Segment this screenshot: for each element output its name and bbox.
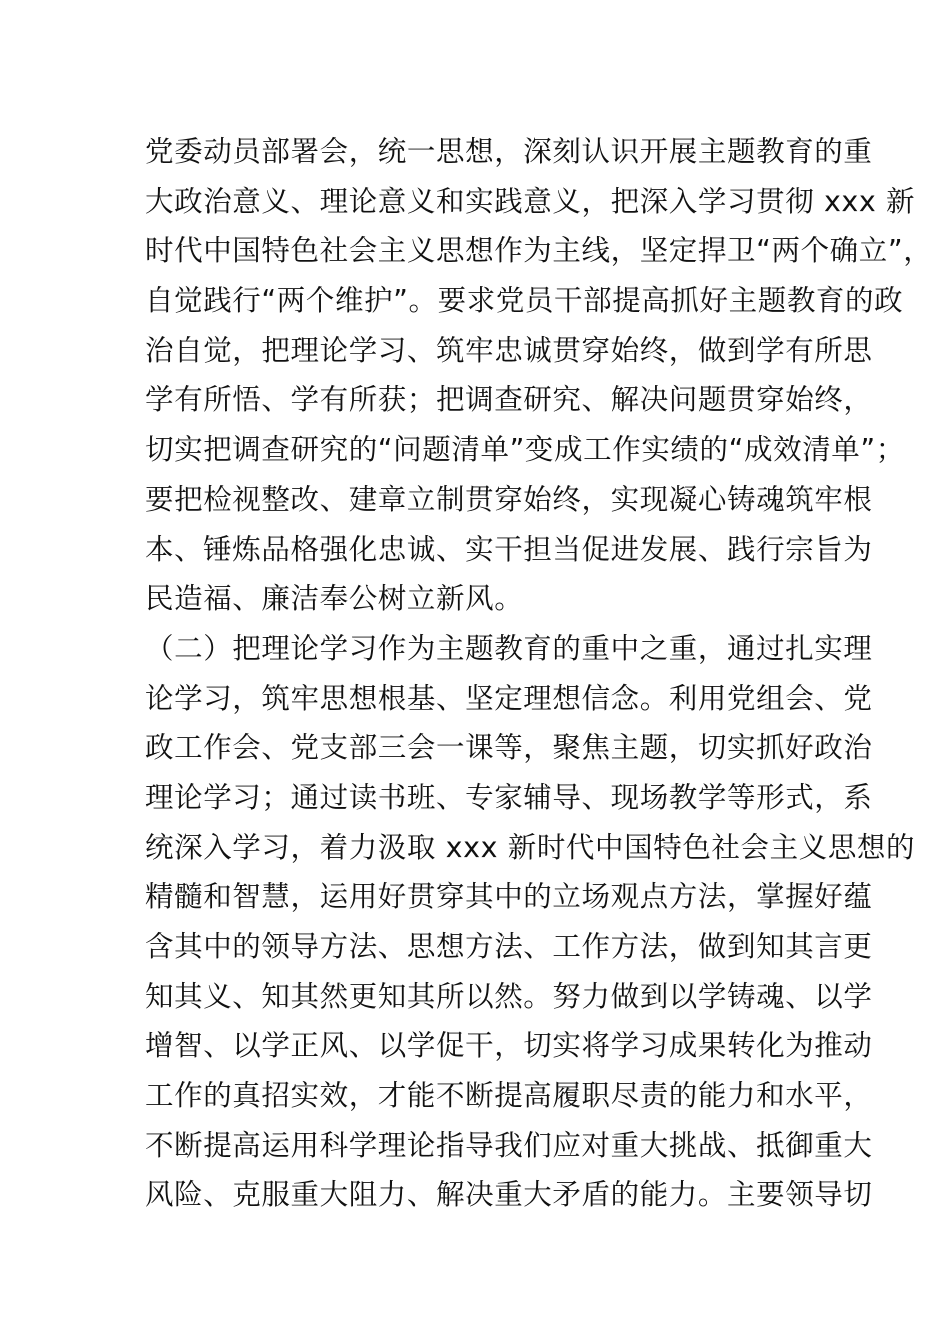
text-line: 党委动员部署会，统一思想，深刻认识开展主题教育的重 [145, 135, 873, 168]
text-line: 知其义、知其然更知其所以然。努力做到以学铸魂、以学 [145, 979, 873, 1013]
section-heading-line: （二）把理论学习作为主题教育的重中之重，通过扎实理 [145, 631, 873, 665]
text-line: 本、锤炼品格强化忠诚、实干担当促进发展、践行宗旨为 [145, 532, 873, 566]
text-line: 论学习，筑牢思想根基、坚定理想信念。利用党组会、党 [145, 681, 873, 715]
text-line: 时代中国特色社会主义思想作为主线，坚定捍卫“两个确立”， [145, 234, 933, 268]
text-line: 精髓和智慧，运用好贯穿其中的立场观点方法，掌握好蕴 [145, 880, 873, 914]
text-line: 统深入学习，着力汲取 xxx 新时代中国特色社会主义思想的 [145, 830, 916, 864]
text-line: 学有所悟、学有所获；把调查研究、解决问题贯穿始终， [145, 383, 873, 417]
text-line: 治自觉，把理论学习、筑牢忠诚贯穿始终，做到学有所思 [145, 333, 873, 367]
text-line: 风险、克服重大阻力、解决重大矛盾的能力。主要领导切 [145, 1178, 873, 1212]
text-line: 政工作会、党支部三会一课等，聚焦主题，切实抓好政治 [145, 731, 873, 765]
text-line: 不断提高运用科学理论指导我们应对重大挑战、抵御重大 [145, 1128, 873, 1162]
text-line: 民造福、廉洁奉公树立新风。 [145, 582, 524, 616]
text-line: 大政治意义、理论意义和实践意义，把深入学习贯彻 xxx 新 [145, 184, 916, 218]
text-line: 理论学习；通过读书班、专家辅导、现场教学等形式，系 [145, 780, 873, 814]
text-line: 要把检视整改、建章立制贯穿始终，实现凝心铸魂筑牢根 [145, 482, 873, 516]
text-line: 切实把调查研究的“问题清单”变成工作实绩的“成效清单”； [145, 433, 905, 467]
text-line: 自觉践行“两个维护”。要求党员干部提高抓好主题教育的政 [145, 284, 904, 318]
text-line: 增智、以学正风、以学促干，切实将学习成果转化为推动 [145, 1029, 873, 1063]
body-text [145, 127, 933, 1220]
text-line: 工作的真招实效，才能不断提高履职尽责的能力和水平， [145, 1079, 873, 1113]
text-line: 含其中的领导方法、思想方法、工作方法，做到知其言更 [145, 930, 873, 963]
